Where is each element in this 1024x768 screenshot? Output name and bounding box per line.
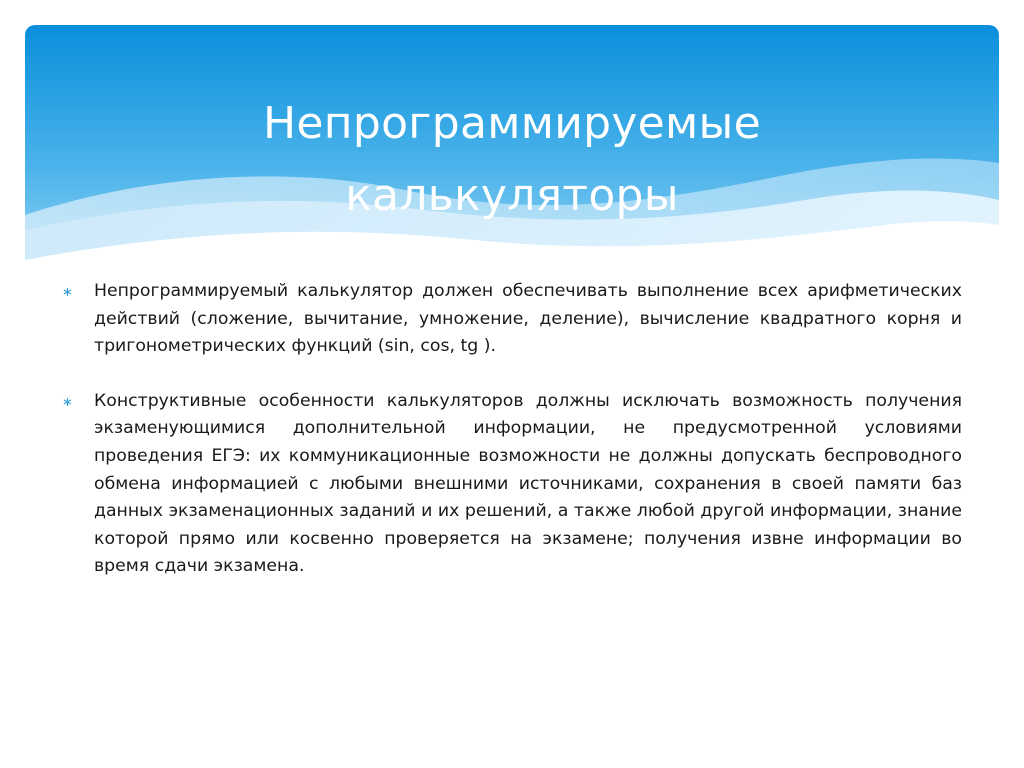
slide-title: Непрограммируемые калькуляторы [263, 98, 761, 221]
bullet-text: Непрограммируемый калькулятор должен обеспечивать выполнение всех арифметических действий (сложение, вычитание, умножение, деление), вычисление квадратного корня и тригонометрических функций (sin, cos, tg ). [94, 281, 962, 357]
bullet-list [62, 278, 962, 608]
asterisk-bullet-icon: ∗ [62, 285, 73, 300]
asterisk-bullet-icon: ∗ [62, 394, 73, 410]
bullet-item [62, 388, 962, 581]
bullet-item [62, 278, 962, 361]
bullet-text: Конструктивные особенности калькуляторов должны исключать возможность получения экзаменующимися дополнительной информации, не предусмотренной условиями проведения ЕГЭ: их коммуникационные возможности не должны допускать беспроводного обмена информацией с любыми внешними источниками, сохранения в своей памяти баз данных экзаменационных заданий и их решений, а также любой другой информации, знание которой прямо или косвенно проверяется на экзамене; получения извне информации во время сдачи экзамена. [94, 390, 962, 577]
